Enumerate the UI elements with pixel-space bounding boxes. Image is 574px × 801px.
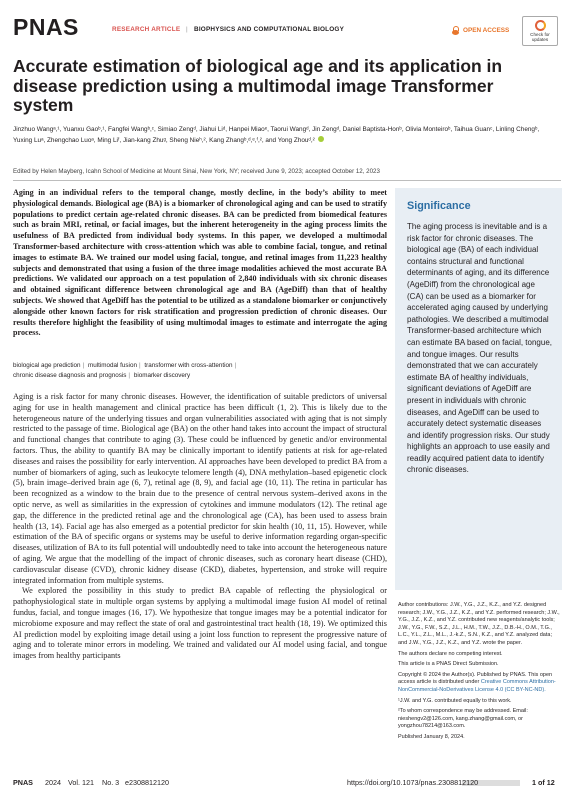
article-title: Accurate estimation of biological age and its application in disease prediction using a multimodal image Transformer system bbox=[13, 56, 503, 115]
footer-year: 2024 bbox=[45, 778, 61, 787]
copyright bbox=[398, 672, 561, 695]
open-lock-icon bbox=[452, 26, 459, 35]
author-list bbox=[13, 125, 558, 146]
header-separator: | bbox=[186, 26, 188, 33]
keyword[interactable]: biological age prediction bbox=[13, 362, 81, 369]
article-notes bbox=[398, 602, 561, 745]
footer-article-id: e2308812120 bbox=[125, 778, 169, 787]
crossmark-icon bbox=[535, 20, 546, 31]
keywords: biological age prediction | multimodal fusion | transformer with cross-attention | chronic disease diagnosis and prognosis | biomarker discovery bbox=[13, 362, 237, 379]
author-contributions: Author contributions: J.W., Y.G., J.Z., K.Z., and Y.Z. designed research; J.W., Y.G., J.Z., K.Z., and Y.Z. performed research; J.W., Y.G., J.Z., K.Z., and Y.Z. contributed new reagents/analytic tools; J.W., Y.G., F.W., S.Z., J.L., H.M., T.W., J.Z., D.B.-H., O.M., T.G., L.C., Y.L., Z.L., M.L., J.-k.Z., S.N., K.Z., and Y.Z. analyzed data; and J.W., Y.G., J.Z., K.Z., and Y.Z. wrote the paper. bbox=[398, 602, 560, 646]
check-for-updates-button[interactable] bbox=[522, 16, 558, 46]
orcid-icon[interactable] bbox=[318, 136, 324, 142]
significance-box bbox=[395, 188, 562, 590]
keyword[interactable]: multimodal fusion bbox=[87, 362, 137, 369]
keyword[interactable]: transformer with cross-attention bbox=[144, 362, 233, 369]
competing-interest: The authors declare no competing interest. bbox=[398, 650, 503, 657]
open-access-label: OPEN ACCESS bbox=[463, 27, 510, 34]
published-date: Published January 8, 2024. bbox=[398, 733, 465, 740]
main-text bbox=[13, 392, 387, 662]
page-number: 1 of 12 bbox=[532, 778, 555, 787]
journal-logo[interactable]: PNAS bbox=[13, 14, 79, 40]
keyword[interactable]: chronic disease diagnosis and prognosis bbox=[13, 371, 127, 379]
check-updates-label: Check for updates bbox=[530, 32, 550, 43]
equal-contribution: ¹J.W. and Y.G. contributed equally to this work. bbox=[398, 697, 512, 704]
footer-journal: PNAS bbox=[13, 778, 33, 787]
body-paragraph: Aging is a risk factor for many chronic diseases. However, the identification of suitable predictors of universal aging for use in health management and clinical practice has been difficult (1, 2). This is likely due to the heterogeneous nature of the underlying tissues and organ vulnerabilities associated with aging that is not simply restricted to the passage of time. Biological age (BA) on the other hand takes into account the impact of structural and functional changes that contribute to aging (3). These could be influenced by genetic and/or environmental factors. Thus, the ability to quantify BA may be clinically important to identify patients at risk for age-related diseases and raises the possibility for early intervention. AI approaches have been developed to predict BA from a number of biomarkers of aging, such as leukocyte telomere length (4), DNA methylation–based epigenetic clock (5), brain image–derived brain age (6, 7), retinal age (8, 9), and facial age (10, 11). The retina in particular has been recognized as a window to the brain due to the presence of central nervous system–derived axons in the optic nerve, as well as similarities in the expression of cytokines and immune modulators (12). The retinal age gap, the difference in the predicted retinal age and the chronological age (CA), has been used to assess brain health (13, 14). Facial age has also emerged as a potential predictor for skin health (10, 11, 15). However, while estimation of the BA of specific organs or systems may be useful to derive information regarding organ-specific diseases, utilization of BA to its full potential will undoubtedly need to take into account the heterogeneous nature of aging. We argue that the modelling of the impact of chronic diseases, such as coronary heart disease (CHD), cardiovascular disease (CVD), chronic kidney disease (CKD), diabetes, hypertension, and stroke will require integrated information from multiple systems. bbox=[13, 392, 387, 585]
direct-submission: This article is a PNAS Direct Submission. bbox=[398, 661, 499, 668]
license-link[interactable]: Creative Commons Attribution-NonCommercial-NoDerivatives License 4.0 (CC BY-NC-ND). bbox=[398, 679, 556, 693]
divider bbox=[13, 180, 561, 181]
open-access-badge bbox=[452, 26, 509, 35]
doi-link[interactable]: https://doi.org/10.1073/pnas.2308812120 bbox=[347, 778, 479, 787]
editor-line: Edited by Helen Mayberg, Icahn School of Medicine at Mount Sinai, New York, NY; received June 9, 2023; accepted October 12, 2023 bbox=[13, 168, 380, 175]
footer-volume: Vol. 121 bbox=[68, 778, 94, 787]
subject-category[interactable]: BIOPHYSICS AND COMPUTATIONAL BIOLOGY bbox=[194, 26, 345, 33]
significance-title: Significance bbox=[407, 200, 471, 212]
body-paragraph: We explored the possibility in this study to predict BA capable of reflecting the physiological or pathophysiological state in multiple organ systems by applying a multimodal image fusion AI model of retinal fundus, facial, and tongue images (16, 17). We hypothesize that tongue images may be a potential indicator for microbiome exposure and may reflect the state of oral and gastrointestinal tract health (18, 19). We optimized this AI prediction model by exploiting image detail using a joint loss function to represent the progressive nature of aging and to tolerate minor errors in modeling. We trained and validated our AI model using facial, and tongue images from healthy participants bbox=[13, 586, 387, 661]
copyright-text: Copyright © 2024 the Author(s). Published by PNAS. This open access article is distributed under bbox=[398, 671, 553, 686]
keyword[interactable]: biomarker discovery bbox=[133, 371, 191, 379]
footer-number: No. 3 bbox=[102, 778, 120, 787]
authors-text: Jinzhuo Wangᵃ,¹, Yuanxu Gaoᵇ,¹, Fangfei Wangᵇ,ᶜ, Simiao Zengᵈ, Jiahui Liᵈ, Hanpei Miaoᵉ, Taorui Wangᵈ, Jin Zengᵈ, Daniel Baptista-Honᵇ, Olivia Monteiroᵇ, Taihua Guanᶜ, Linling Chengᵇ, Yuxing Luᵃ, Zhengchao Luoᵃ, Ming Liᶠ, Jian-kang Zhuᵍ, Sheng Nieʰ,², Kang Zhangᵇ,ᵈ,ᵉ,ᶠ,², and Yong Zhouᵈ,² bbox=[13, 126, 540, 144]
article-type: RESEARCH ARTICLE bbox=[112, 26, 181, 33]
significance-text: The aging process is inevitable and is a risk factor for chronic diseases. The biological age (BA) of each individual contains structural and functional determinants of aging, and its difference (AgeDiff) from the chronological age (CA) can be used as a biomarker for accelerated aging caused by underlying pathologies. We described a multimodal Transformer-based architecture which can estimate BA based on facial, tongue, and tongue images. Our results demonstrated that we can accurately estimate BA of healthy individuals, significant deviations of AgeDiff are present in individuals with chronic diseases, and AgeDiff can be used to accurately detect systematic diseases and identify progression risks. Our study highlights an approach to use easily and readily acquired patient data to identify chronic diseases. bbox=[407, 222, 552, 475]
abstract: Aging in an individual refers to the temporal change, mostly decline, in the body’s ability to meet physiological demands. Biological age (BA) is a biomarker of chronological aging and can be used to stratify populations to predict certain age-related chronic diseases. BA can be predicted from biomedical features such as brain MRI, retinal, or facial images, but the inherent heterogeneity in the aging process limits the usefulness of BA predicted from individual body systems. In this paper, we developed a multimodal Transformer-based architecture with cross-attention which was able to combine facial, tongue, and retinal images to estimate BA. We trained our model using facial, tongue, and retinal images from 11,223 healthy subjects and demonstrated that using a fusion of the three image modalities achieved the most accurate BA predictions. We validated our approach on a test population of 2,840 individuals with six chronic diseases and obtained significant difference between chronological age and BA (AgeDiff) than that of healthy subjects. We showed that AgeDiff has the potential to be utilized as a standalone biomarker or conjunctively alongside other known factors for risk stratification and progression prediction of chronic diseases. Our results therefore highlight the feasibility of using multimodal images to estimate and interrogate the aging process. bbox=[13, 188, 387, 338]
correspondence: ²To whom correspondence may be addressed. Email: nieshengv2@126.com, kang.zhang@gmail.com, or yongzhou78214@163.com. bbox=[398, 708, 528, 730]
